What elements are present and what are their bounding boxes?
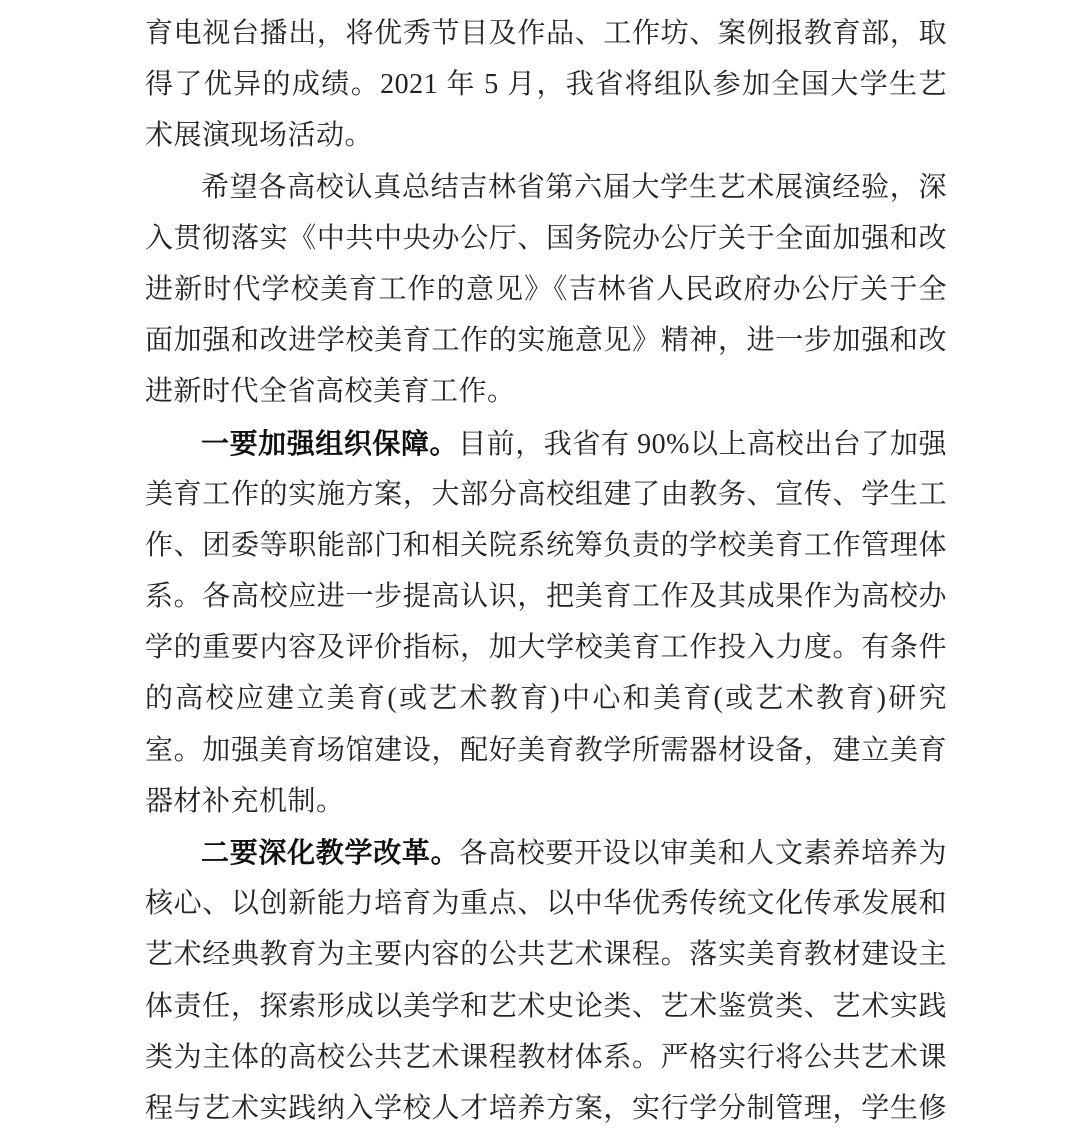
section-heading: 二要深化教学改革。 (201, 837, 460, 868)
text-line: 器材补充机制。 (145, 785, 345, 817)
text-line: 程与艺术实践纳入学校人才培养方案，实行学分制管理，学生修 (145, 1092, 947, 1124)
text-line: 进新时代学校美育工作的意见》《吉林省人民政府办公厅关于全 (145, 273, 947, 305)
section-heading: 一要加强组织保障。 (201, 427, 459, 459)
text-line: 进新时代全省高校美育工作。 (145, 376, 516, 408)
text-line: 系。各高校应进一步提高认识，把美育工作及其成果作为高校办 (145, 581, 947, 613)
text-line: 希望各高校认真总结吉林省第六届大学生艺术展演经验，深 (201, 171, 947, 203)
text-line: 作、团委等职能部门和相关院系统筹负责的学校美育工作管理体 (145, 529, 947, 561)
paragraph (145, 162, 947, 418)
text-line: 美育工作的实施方案，大部分高校组建了由教务、宣传、学生工 (145, 478, 947, 510)
paragraph (145, 418, 947, 828)
text-line: 学的重要内容及评价指标，加大学校美育工作投入力度。有条件 (145, 632, 947, 664)
text-line: 术展演现场活动。 (145, 120, 374, 152)
paragraph (145, 827, 947, 1134)
text-line: 的高校应建立美育(或艺术教育)中心和美育(或艺术教育)研究 (145, 683, 947, 715)
text-line: 核心、以创新能力培育为重点、以中华优秀传统文化传承发展和 (145, 888, 947, 920)
text-line: 二要深化教学改革。各高校要开设以审美和人文素养培养为 (201, 837, 947, 869)
text-line: 得了优异的成绩。2021 年 5 月，我省将组队参加全国大学生艺 (145, 69, 947, 101)
text-line: 体责任，探索形成以美学和艺术史论类、艺术鉴赏类、艺术实践 (145, 990, 947, 1022)
text-line: 面加强和改进学校美育工作的实施意见》精神，进一步加强和改 (145, 325, 947, 357)
document-body (145, 8, 947, 1134)
paragraph (145, 8, 947, 162)
text-line: 育电视台播出，将优秀节目及作品、工作坊、案例报教育部，取 (145, 18, 947, 49)
text-line: 类为主体的高校公共艺术课程教材体系。严格实行将公共艺术课 (145, 1041, 947, 1073)
text-line: 艺术经典教育为主要内容的公共艺术课程。落实美育教材建设主 (145, 939, 947, 971)
text-line: 室。加强美育场馆建设，配好美育教学所需器材设备，建立美育 (145, 734, 947, 766)
text-line: 一要加强组织保障。目前，我省有 90%以上高校出台了加强 (201, 427, 947, 460)
text-line: 入贯彻落实《中共中央办公厅、国务院办公厅关于全面加强和改 (145, 222, 947, 254)
